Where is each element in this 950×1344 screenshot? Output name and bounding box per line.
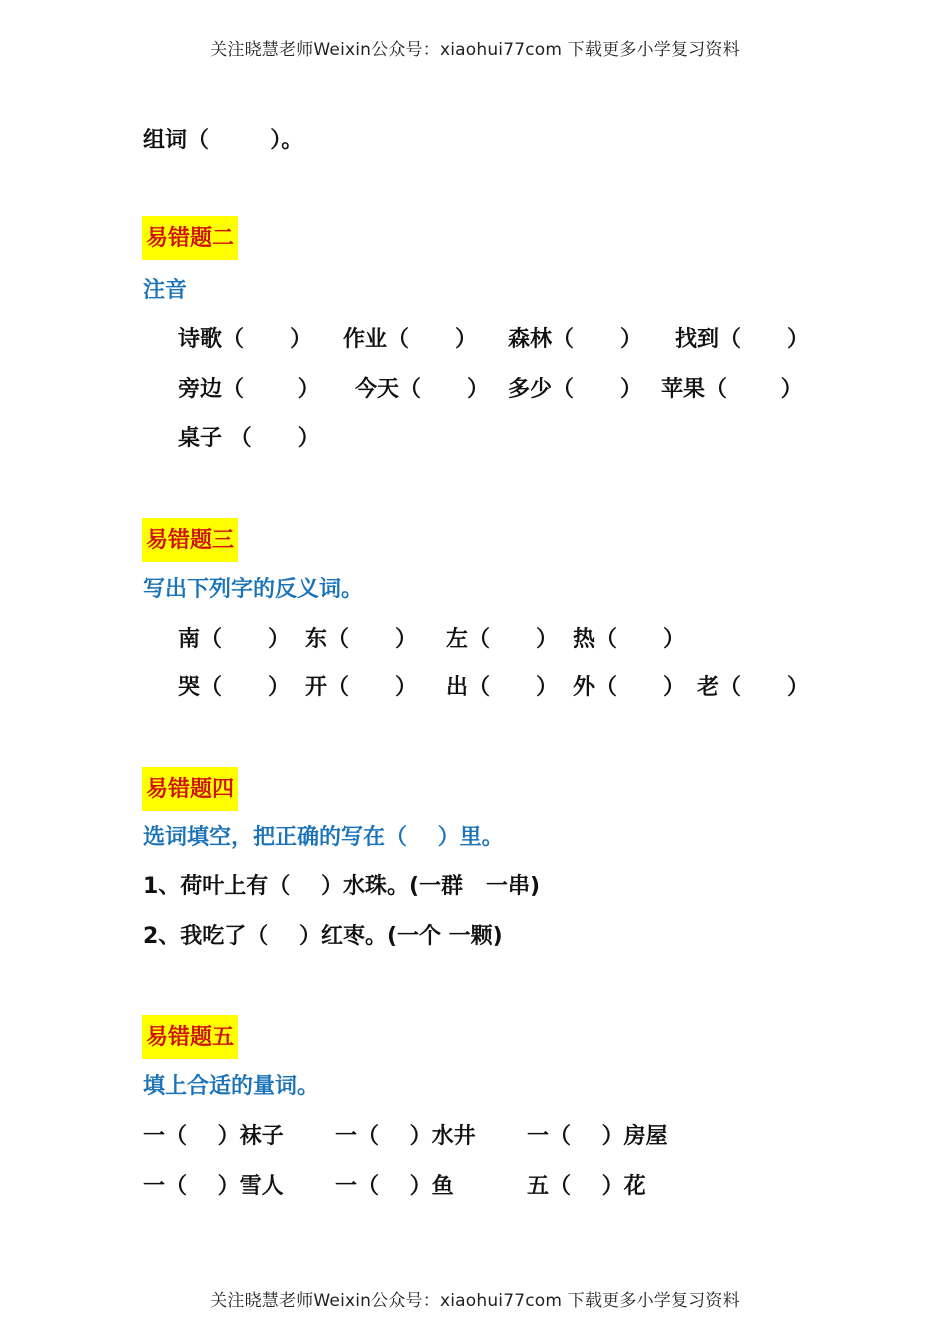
antonym-item: 外（ ） bbox=[573, 675, 685, 700]
section-tag-5: 易错题五 bbox=[142, 1015, 238, 1059]
measure-word-item: 一（ ）房屋 bbox=[527, 1124, 668, 1149]
section-tag-4: 易错题四 bbox=[142, 767, 238, 811]
section-instruction-4: 选词填空，把正确的写在（ ）里。 bbox=[143, 825, 504, 850]
section-tag-2: 易错题二 bbox=[142, 216, 238, 260]
measure-word-item: 五（ ）花 bbox=[527, 1174, 646, 1199]
section-instruction-2: 注音 bbox=[143, 278, 188, 303]
measure-word-item: 一（ ）雪人 bbox=[143, 1174, 284, 1199]
page-header: 关注晓慧老师Weixin公众号：xiaohui77com 下载更多小学复习资料 bbox=[210, 40, 740, 60]
question-2: 2、我吃了（ ）红枣。(一个 一颗) bbox=[143, 924, 503, 949]
section-instruction-3: 写出下列字的反义词。 bbox=[143, 577, 364, 602]
page-footer: 关注晓慧老师Weixin公众号：xiaohui77com 下载更多小学复习资料 bbox=[210, 1291, 740, 1311]
pinyin-item: 旁边（ ） bbox=[178, 377, 320, 402]
pinyin-item: 作业（ ） bbox=[343, 327, 477, 352]
antonym-item: 哭（ ） bbox=[178, 675, 290, 700]
pinyin-item: 桌子 （ ） bbox=[178, 426, 320, 451]
measure-word-item: 一（ ）鱼 bbox=[335, 1174, 454, 1199]
section-tag-3: 易错题三 bbox=[142, 518, 238, 562]
top-line: 组词（ ）。 bbox=[143, 128, 304, 153]
antonym-item: 开（ ） bbox=[305, 675, 417, 700]
pinyin-item: 找到（ ） bbox=[675, 327, 809, 352]
pinyin-item: 森林（ ） bbox=[508, 327, 642, 352]
question-1: 1、荷叶上有（ ）水珠。(一群 一串) bbox=[143, 874, 541, 899]
antonym-item: 热（ ） bbox=[573, 627, 685, 652]
measure-word-item: 一（ ）水井 bbox=[335, 1124, 476, 1149]
antonym-item: 老（ ） bbox=[697, 675, 809, 700]
antonym-item: 南（ ） bbox=[178, 627, 290, 652]
measure-word-item: 一（ ）袜子 bbox=[143, 1124, 284, 1149]
antonym-item: 东（ ） bbox=[305, 627, 417, 652]
pinyin-item: 苹果（ ） bbox=[661, 377, 803, 402]
section-instruction-5: 填上合适的量词。 bbox=[143, 1074, 320, 1099]
pinyin-item: 诗歌（ ） bbox=[178, 327, 312, 352]
antonym-item: 左（ ） bbox=[446, 627, 558, 652]
pinyin-item: 今天（ ） bbox=[355, 377, 489, 402]
pinyin-item: 多少（ ） bbox=[508, 377, 642, 402]
antonym-item: 出（ ） bbox=[446, 675, 558, 700]
